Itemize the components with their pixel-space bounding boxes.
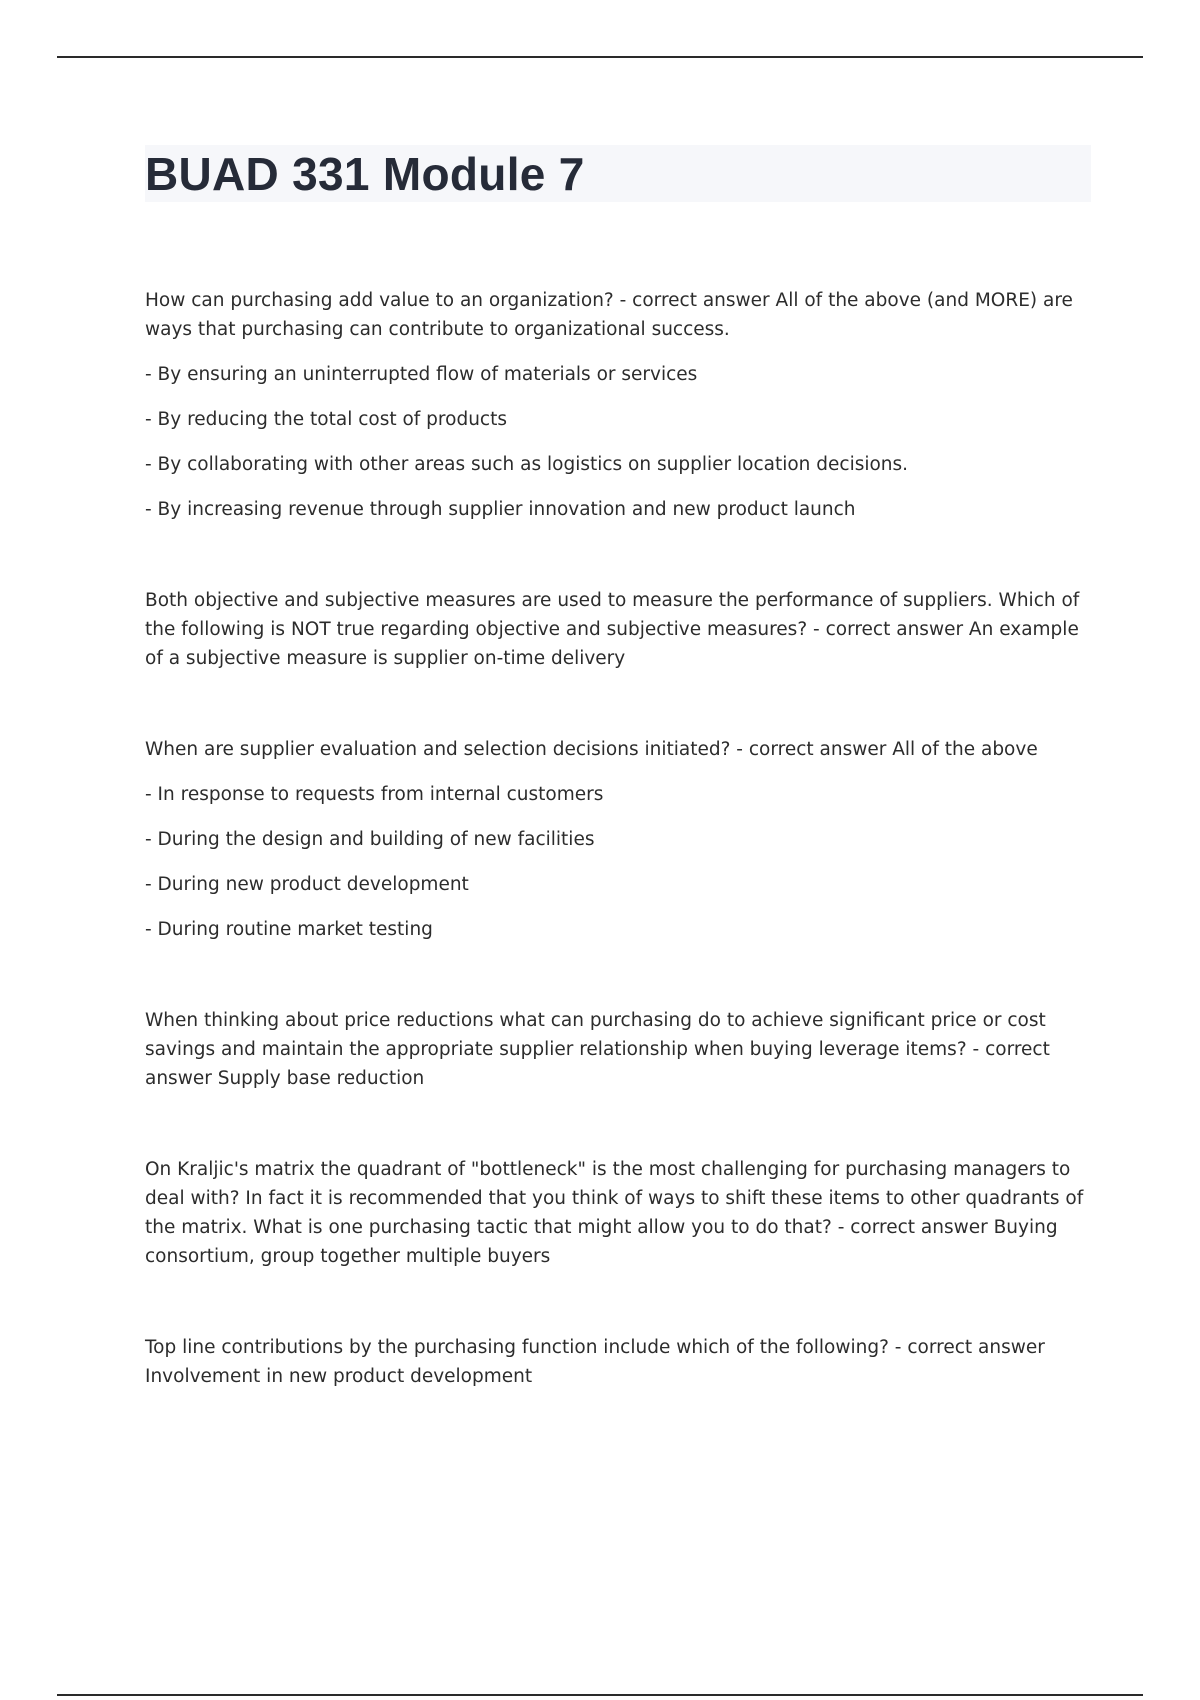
qa-item	[145, 286, 1091, 524]
list-item: - During the design and building of new facilities	[145, 829, 595, 850]
list-item: - By increasing revenue through supplier innovation and new product launch	[145, 499, 856, 520]
qa-item	[145, 586, 1091, 673]
qa-text: Top line contributions by the purchasing function include which of the following? - correct answer Involvement in new product development	[145, 1337, 1045, 1387]
answer-list	[145, 780, 1091, 944]
qa-text: How can purchasing add value to an organization? - correct answer All of the above (and MORE) are ways that purchasing can contribute to organizational success.	[145, 290, 1073, 340]
qa-item	[145, 735, 1091, 944]
list-item: - By ensuring an uninterrupted flow of materials or services	[145, 364, 698, 385]
list-item: - By collaborating with other areas such as logistics on supplier location decisions.	[145, 454, 909, 475]
title-banner	[145, 145, 1091, 202]
qa-text: When are supplier evaluation and selection decisions initiated? - correct answer All of the above	[145, 739, 1038, 760]
list-item: - During routine market testing	[145, 919, 433, 940]
qa-item	[145, 1333, 1091, 1391]
qa-item	[145, 1155, 1091, 1271]
qa-text: Both objective and subjective measures are used to measure the performance of suppliers. Which of the following is NOT true regarding objective and subjective measures? - correct answer An example of a subjective measure is supplier on-time delivery	[145, 590, 1080, 669]
qa-item	[145, 1006, 1091, 1093]
qa-text: When thinking about price reductions what can purchasing do to achieve significant price or cost savings and maintain the appropriate supplier relationship when buying leverage items? - correct answer Supply base reduction	[145, 1010, 1050, 1089]
bottom-divider	[57, 1694, 1143, 1696]
list-item: - During new product development	[145, 874, 469, 895]
qa-text: On Kraljic's matrix the quadrant of "bottleneck" is the most challenging for purchasing managers to deal with? In fact it is recommended that you think of ways to shift these items to other quadrants of the matrix. What is one purchasing tactic that might allow you to do that? - correct answer Buying consortium, group together multiple buyers	[145, 1159, 1084, 1267]
top-divider	[57, 56, 1143, 58]
list-item: - By reducing the total cost of products	[145, 409, 507, 430]
document-body	[145, 145, 1091, 1453]
list-item: - In response to requests from internal customers	[145, 784, 604, 805]
page-title: BUAD 331 Module 7	[145, 147, 585, 200]
answer-list	[145, 360, 1091, 524]
